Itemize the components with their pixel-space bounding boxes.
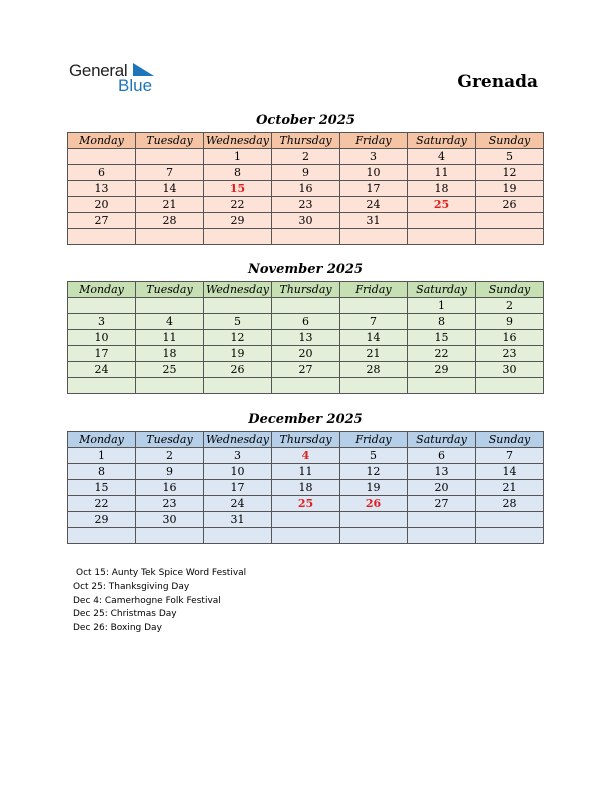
day-cell: 12	[204, 330, 272, 346]
day-cell: 21	[136, 197, 204, 213]
day-cell	[408, 512, 476, 528]
day-cell: 8	[68, 464, 136, 480]
day-cell	[476, 229, 544, 245]
day-cell: 19	[204, 346, 272, 362]
holiday-notes	[73, 567, 246, 636]
day-cell: 27	[408, 496, 476, 512]
day-cell: 6	[272, 314, 340, 330]
day-cell: 29	[408, 362, 476, 378]
day-cell	[340, 528, 408, 544]
day-cell: 21	[340, 346, 408, 362]
day-cell: 9	[476, 314, 544, 330]
weekday-header: Friday	[340, 282, 408, 298]
day-cell	[340, 229, 408, 245]
weekday-header: Monday	[68, 432, 136, 448]
logo-text-blue: Blue	[118, 76, 153, 95]
day-cell: 22	[204, 197, 272, 213]
day-cell: 23	[476, 346, 544, 362]
week-row	[68, 213, 544, 229]
day-cell: 4	[136, 314, 204, 330]
week-row	[68, 448, 544, 464]
day-cell: 7	[476, 448, 544, 464]
weekday-header: Saturday	[408, 432, 476, 448]
day-cell	[272, 378, 340, 394]
day-cell: 9	[136, 464, 204, 480]
day-cell: 10	[204, 464, 272, 480]
calendar-grid	[67, 431, 544, 544]
weekday-header: Friday	[340, 432, 408, 448]
logo-text-general: General	[69, 61, 128, 80]
day-cell: 30	[272, 213, 340, 229]
week-row	[68, 512, 544, 528]
day-cell	[340, 378, 408, 394]
day-cell: 5	[476, 149, 544, 165]
day-cell	[408, 528, 476, 544]
day-cell: 24	[68, 362, 136, 378]
holiday-note: Dec 4: Camerhogne Folk Festival	[73, 595, 221, 606]
day-cell	[68, 528, 136, 544]
day-cell: 15	[68, 480, 136, 496]
day-cell	[136, 229, 204, 245]
weekday-header: Tuesday	[136, 282, 204, 298]
calendar-grid	[67, 281, 544, 394]
day-cell	[136, 378, 204, 394]
day-cell: 23	[136, 496, 204, 512]
day-cell	[340, 298, 408, 314]
day-cell	[476, 512, 544, 528]
day-cell: 15	[408, 330, 476, 346]
weekday-header: Saturday	[408, 133, 476, 149]
day-cell	[476, 378, 544, 394]
weekday-header: Wednesday	[204, 133, 272, 149]
day-cell: 29	[204, 213, 272, 229]
day-cell	[204, 229, 272, 245]
day-cell	[340, 512, 408, 528]
weekday-header: Thursday	[272, 432, 340, 448]
day-cell: 6	[68, 165, 136, 181]
day-cell: 23	[272, 197, 340, 213]
day-cell	[68, 378, 136, 394]
week-row	[68, 528, 544, 544]
weekday-header: Friday	[340, 133, 408, 149]
day-cell: 14	[340, 330, 408, 346]
day-cell: 11	[408, 165, 476, 181]
day-cell	[408, 213, 476, 229]
day-cell: 14	[476, 464, 544, 480]
day-cell	[408, 378, 476, 394]
day-cell: 21	[476, 480, 544, 496]
day-cell: 18	[136, 346, 204, 362]
day-cell: 31	[204, 512, 272, 528]
weekday-header-row	[68, 432, 544, 448]
day-cell: 1	[204, 149, 272, 165]
day-cell	[476, 528, 544, 544]
month-december	[67, 411, 544, 544]
weekday-header: Sunday	[476, 432, 544, 448]
weekday-header: Tuesday	[136, 432, 204, 448]
day-cell	[272, 528, 340, 544]
week-row	[68, 229, 544, 245]
day-cell	[136, 298, 204, 314]
day-cell: 16	[476, 330, 544, 346]
day-cell: 28	[340, 362, 408, 378]
day-cell: 24	[340, 197, 408, 213]
day-cell: 12	[340, 464, 408, 480]
generalblue-logo	[69, 61, 169, 97]
day-cell: 3	[204, 448, 272, 464]
day-cell: 10	[68, 330, 136, 346]
day-cell: 2	[476, 298, 544, 314]
month-title: October 2025	[256, 113, 355, 128]
day-cell: 6	[408, 448, 476, 464]
week-row	[68, 298, 544, 314]
week-row	[68, 165, 544, 181]
day-cell: 20	[68, 197, 136, 213]
week-row	[68, 181, 544, 197]
week-row	[68, 496, 544, 512]
calendar-grid	[67, 132, 544, 245]
weekday-header: Sunday	[476, 133, 544, 149]
day-cell	[272, 229, 340, 245]
day-cell	[272, 512, 340, 528]
country-title: Grenada	[457, 72, 538, 92]
day-cell: 3	[68, 314, 136, 330]
weekday-header: Thursday	[272, 282, 340, 298]
day-cell: 25	[272, 496, 340, 512]
month-title: November 2025	[247, 262, 364, 277]
day-cell	[68, 229, 136, 245]
logo-triangle-icon	[133, 63, 155, 77]
month-title: December 2025	[248, 412, 363, 427]
day-cell: 28	[476, 496, 544, 512]
day-cell	[68, 149, 136, 165]
day-cell: 7	[340, 314, 408, 330]
day-cell: 4	[408, 149, 476, 165]
day-cell: 4	[272, 448, 340, 464]
day-cell: 9	[272, 165, 340, 181]
day-cell: 31	[340, 213, 408, 229]
day-cell: 22	[68, 496, 136, 512]
day-cell: 12	[476, 165, 544, 181]
day-cell: 19	[476, 181, 544, 197]
day-cell: 10	[340, 165, 408, 181]
day-cell	[408, 229, 476, 245]
day-cell: 18	[408, 181, 476, 197]
weekday-header-row	[68, 133, 544, 149]
day-cell: 28	[136, 213, 204, 229]
weekday-header: Tuesday	[136, 133, 204, 149]
day-cell: 20	[408, 480, 476, 496]
day-cell: 11	[136, 330, 204, 346]
day-cell: 25	[408, 197, 476, 213]
week-row	[68, 197, 544, 213]
weekday-header-row	[68, 282, 544, 298]
weekday-header: Monday	[68, 133, 136, 149]
day-cell: 27	[68, 213, 136, 229]
day-cell: 13	[408, 464, 476, 480]
month-october	[67, 112, 544, 245]
day-cell: 13	[272, 330, 340, 346]
day-cell: 26	[340, 496, 408, 512]
weekday-header: Wednesday	[204, 282, 272, 298]
day-cell: 26	[476, 197, 544, 213]
day-cell: 17	[68, 346, 136, 362]
day-cell: 5	[204, 314, 272, 330]
day-cell: 25	[136, 362, 204, 378]
day-cell: 29	[68, 512, 136, 528]
day-cell: 27	[272, 362, 340, 378]
day-cell: 11	[272, 464, 340, 480]
day-cell: 2	[136, 448, 204, 464]
week-row	[68, 314, 544, 330]
weekday-header: Monday	[68, 282, 136, 298]
weekday-header: Saturday	[408, 282, 476, 298]
weekday-header: Thursday	[272, 133, 340, 149]
day-cell: 19	[340, 480, 408, 496]
day-cell: 20	[272, 346, 340, 362]
day-cell: 2	[272, 149, 340, 165]
week-row	[68, 149, 544, 165]
week-row	[68, 362, 544, 378]
day-cell	[204, 298, 272, 314]
day-cell: 17	[340, 181, 408, 197]
month-november	[67, 261, 544, 394]
day-cell: 3	[340, 149, 408, 165]
day-cell: 8	[204, 165, 272, 181]
day-cell: 30	[136, 512, 204, 528]
day-cell: 26	[204, 362, 272, 378]
day-cell: 18	[272, 480, 340, 496]
day-cell	[204, 528, 272, 544]
day-cell: 13	[68, 181, 136, 197]
day-cell: 22	[408, 346, 476, 362]
day-cell: 30	[476, 362, 544, 378]
day-cell: 16	[272, 181, 340, 197]
holiday-note: Oct 25: Thanksgiving Day	[73, 581, 190, 592]
day-cell	[476, 213, 544, 229]
weekday-header: Wednesday	[204, 432, 272, 448]
day-cell: 7	[136, 165, 204, 181]
day-cell	[68, 298, 136, 314]
day-cell: 14	[136, 181, 204, 197]
holiday-note: Oct 15: Aunty Tek Spice Word Festival	[76, 568, 247, 578]
week-row	[68, 346, 544, 362]
day-cell: 1	[408, 298, 476, 314]
day-cell: 8	[408, 314, 476, 330]
week-row	[68, 480, 544, 496]
day-cell	[272, 298, 340, 314]
day-cell: 16	[136, 480, 204, 496]
holiday-note: Dec 25: Christmas Day	[73, 609, 177, 620]
weekday-header: Sunday	[476, 282, 544, 298]
week-row	[68, 378, 544, 394]
day-cell: 5	[340, 448, 408, 464]
day-cell	[204, 378, 272, 394]
day-cell: 15	[204, 181, 272, 197]
week-row	[68, 464, 544, 480]
week-row	[68, 330, 544, 346]
day-cell	[136, 149, 204, 165]
holiday-note: Dec 26: Boxing Day	[73, 623, 162, 634]
day-cell: 17	[204, 480, 272, 496]
day-cell: 1	[68, 448, 136, 464]
day-cell	[136, 528, 204, 544]
day-cell: 24	[204, 496, 272, 512]
